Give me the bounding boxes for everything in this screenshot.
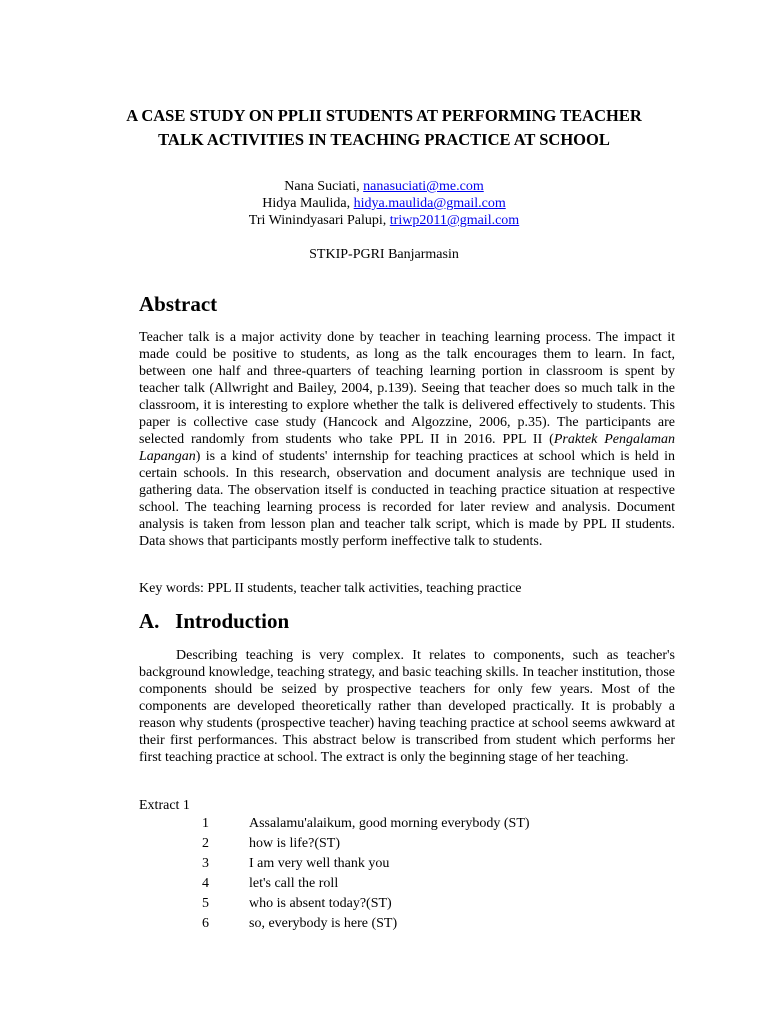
- line-number: 6: [202, 916, 209, 931]
- author-email-link[interactable]: hidya.maulida@gmail.com: [353, 196, 506, 211]
- extract-line: [139, 874, 675, 894]
- abstract-italic-term: Praktek Pengalaman Lapangan: [139, 432, 675, 464]
- line-number: 4: [202, 876, 209, 891]
- abstract-body: [139, 329, 675, 550]
- author-name: Hidya Maulida,: [262, 196, 351, 211]
- affiliation: STKIP-PGRI Banjarmasin: [309, 247, 459, 262]
- introduction-heading: A. Introduction: [139, 609, 290, 633]
- line-text: I am very well thank you: [249, 856, 390, 871]
- keywords: Key words: PPL II students, teacher talk activities, teaching practice: [139, 581, 522, 596]
- line-text: how is life?(ST): [249, 836, 340, 851]
- abstract-text-part: ) is a kind of students' internship for teaching practices at school which is held in certain schools. In this research, observation and document analysis are technique used in gathering data. The observation itself is conducted in teaching practice situation at respective school. The teaching learning process is recorded for later review and analysis. Document analysis is taken from lesson plan and teacher talk script, which is made by PPL II students. Data shows that participants mostly perform ineffective talk to students.: [139, 449, 675, 549]
- line-text: let's call the roll: [249, 876, 339, 891]
- extract-line: [139, 914, 675, 934]
- introduction-body: Describing teaching is very complex. It relates to components, such as teacher's background knowledge, teaching strategy, and basic teaching skills. In teacher institution, those components should be seized by prospective teachers for only few years. Most of the components are developed theoretically rather than developed practically. It is probably a reason why students (prospective teacher) having teaching practice at school seems awkward at their first performances. This abstract below is transcribed from student which performs her first teaching practice at school. The extract is only the beginning stage of her teaching.: [139, 648, 675, 765]
- extract-line: [139, 854, 675, 874]
- author-email-link[interactable]: nanasuciati@me.com: [363, 179, 484, 194]
- line-text: who is absent today?(ST): [249, 896, 392, 911]
- author-email-link[interactable]: triwp2011@gmail.com: [389, 213, 520, 228]
- author-line: [120, 178, 648, 195]
- abstract-text-part: Teacher talk is a major activity done by teacher in teaching learning process. The impact it made could be positive to students, as long as the talk encourages them to learn. In fact, between one half and three-quarters of teaching learning portion in classroom is spent by teacher talk (Allwright and Bailey, 2004, p.139). Seeing that teacher does so much talk in the classroom, it is interesting to explore whether the talk is delivered effectively to students. This paper is collective case study (Hancock and Algozzine, 2006, p.35). The participants are selected randomly from students who take PPL II in 2016. PPL II (: [139, 330, 675, 447]
- author-name: Nana Suciati,: [284, 179, 360, 194]
- line-text: so, everybody is here (ST): [249, 916, 398, 931]
- abstract-heading: Abstract: [139, 292, 218, 316]
- extract-line: [139, 894, 675, 914]
- extract-list: [139, 814, 675, 934]
- extract-line: [139, 814, 675, 834]
- author-line: [120, 195, 648, 212]
- author-name: Tri Winindyasari Palupi,: [248, 213, 387, 228]
- line-number: 5: [202, 896, 209, 911]
- line-number: 3: [202, 856, 209, 871]
- line-text: Assalamu'alaikum, good morning everybody (ST): [249, 816, 530, 831]
- extract-label: Extract 1: [139, 798, 190, 813]
- extract-line: [139, 834, 675, 854]
- author-list: [120, 178, 648, 229]
- paper-title: A CASE STUDY ON PPLII STUDENTS AT PERFORMING TEACHER TALK ACTIVITIES IN TEACHING PRACTICE AT SCHOOL: [126, 106, 642, 149]
- author-line: [120, 212, 648, 229]
- line-number: 2: [202, 836, 209, 851]
- line-number: 1: [202, 816, 209, 831]
